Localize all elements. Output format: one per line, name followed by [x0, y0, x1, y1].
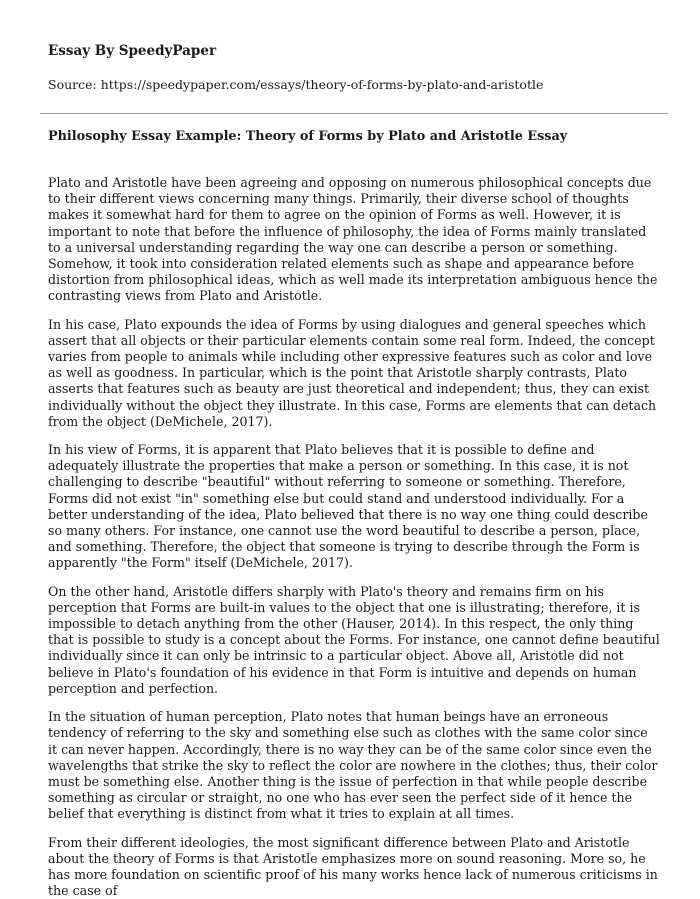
paragraph: In his view of Forms, it is apparent that Plato believes that it is possible to define and adequately illustrate the properties that make a person or something. In this case, it is not challenging to describe "beautiful" without referring to someone or something. Therefore, Forms did not exist "in" something else but could stand and understood individually. For a better understanding of the idea, Plato believed that there is no way one thing could describe so many others. For instance, one cannot use the word beautiful to describe a person, place, and something. Therefore, the object that someone is trying to describe through the Form is apparently "the Form" itself (DeMichele, 2017). — [48, 442, 648, 571]
source-line: Source: https://speedypaper.com/essays/theory-of-forms-by-plato-and-aristotle — [48, 77, 544, 92]
essay-body — [48, 175, 660, 899]
paragraph: From their different ideologies, the most significant difference between Plato and Aristotle about the theory of Forms is that Aristotle emphasizes more on sound reasoning. More so, he has more foundation on scientific proof of his many works hence lack of numerous criticisms in the case of — [48, 834, 658, 899]
paragraph: In the situation of human perception, Plato notes that human beings have an erroneous tendency of referring to the sky and something else such as clothes with the same color since it can never happen. Accordingly, there is no way they can be of the same color since even the wavelengths that strike the sky to reflect the color are nowhere in the clothes; thus, their color must be something else. Another thing is the issue of perfection in that while people describe something as circular or straight, no one who has ever seen the perfect side of it hence the belief that everything is distinct from what it tries to explain at all times. — [48, 709, 658, 822]
paragraph: Plato and Aristotle have been agreeing and opposing on numerous philosophical concepts due to their different views concerning many things. Primarily, their diverse school of thoughts makes it somewhat hard for them to agree on the opinion of Forms as well. However, it is important to note that before the influence of philosophy, the idea of Forms mainly translated to a universal understanding regarding the way one can describe a person or something. Somehow, it took into consideration related elements such as shape and appearance before distortion from philosophical ideas, which as well made its interpretation ambiguous hence the contrasting views from Plato and Aristotle. — [48, 175, 658, 304]
paragraph: In his case, Plato expounds the idea of Forms by using dialogues and general speeches which assert that all objects or their particular elements contain some real form. Indeed, the concept varies from people to animals while including other expressive features such as color and love as well as goodness. In particular, which is the point that Aristotle sharply contrasts, Plato asserts that features such as beauty are just theoretical and independent; thus, they can exist individually without the object they illustrate. In this case, Forms are elements that can detach from the object (DeMichele, 2017). — [48, 316, 657, 429]
brand-title: Essay By SpeedyPaper — [48, 43, 217, 59]
header-divider — [40, 113, 668, 114]
paragraph: On the other hand, Aristotle differs sharply with Plato's theory and remains firm on his perception that Forms are built-in values to the object that one is illustrating; therefore, it is impossible to detach anything from the other (Hauser, 2014). In this respect, the only thing that is possible to study is a concept about the Forms. For instance, one cannot define beautiful individually since it can only be intrinsic to a particular object. Above all, Aristotle did not believe in Plato's foundation of his evidence in that Form is intuitive and depends on human perception and perfection. — [48, 583, 660, 696]
essay-title: Philosophy Essay Example: Theory of Forms by Plato and Aristotle Essay — [48, 129, 568, 144]
